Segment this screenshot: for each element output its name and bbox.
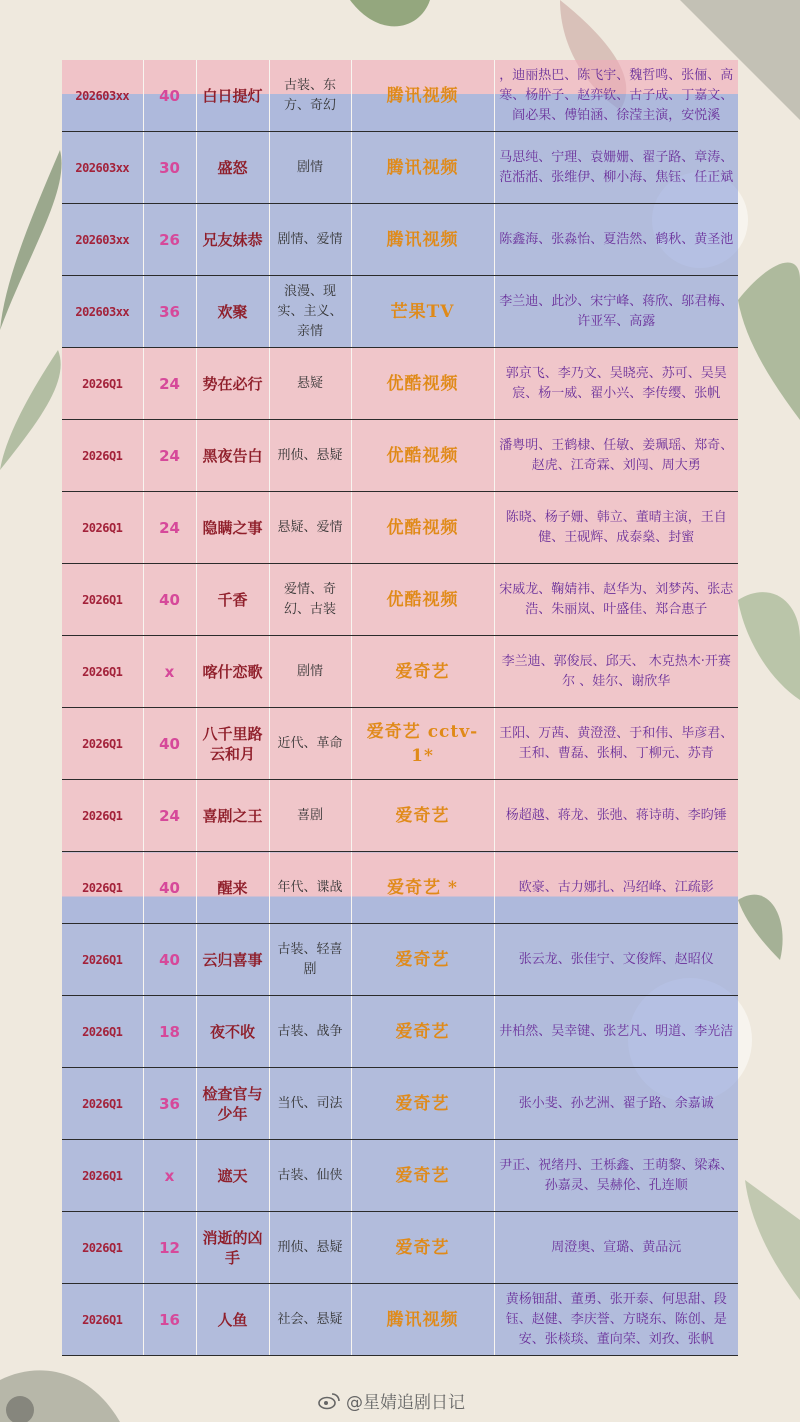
genre-cell: 古装、东方、奇幻 [269, 60, 351, 132]
release-date-cell: 2026Q1 [62, 564, 143, 636]
genre-cell: 剧情、爱情 [269, 204, 351, 276]
table-row [62, 780, 738, 852]
episode-count-cell: 36 [143, 276, 196, 348]
episode-count-cell: 40 [143, 924, 196, 996]
release-date-cell: 2026Q1 [62, 1212, 143, 1284]
episode-count-cell: 12 [143, 1212, 196, 1284]
drama-title-cell: 千香 [196, 564, 269, 636]
table-row [62, 492, 738, 564]
drama-title-cell: 欢聚 [196, 276, 269, 348]
episode-count-cell: 18 [143, 996, 196, 1068]
genre-cell: 古装、战争 [269, 996, 351, 1068]
genre-cell: 爱情、奇幻、古装 [269, 564, 351, 636]
platform-cell: 爱奇艺 [351, 1212, 494, 1284]
drama-title-cell: 盛怒 [196, 132, 269, 204]
genre-cell: 社会、悬疑 [269, 1284, 351, 1356]
genre-cell: 当代、司法 [269, 1068, 351, 1140]
table-row [62, 1068, 738, 1140]
table-row [62, 1140, 738, 1212]
release-date-cell: 2026Q1 [62, 348, 143, 420]
drama-title-cell: 消逝的凶手 [196, 1212, 269, 1284]
release-date-cell: 2026Q1 [62, 1068, 143, 1140]
release-date-cell: 2026Q1 [62, 852, 143, 924]
release-date-cell: 202603xx [62, 204, 143, 276]
cast-cell: 尹正、祝绪丹、王栎鑫、王萌黎、梁森、孙嘉灵、吴赫伦、孔连顺 [494, 1140, 738, 1212]
platform-cell: 腾讯视频 [351, 132, 494, 204]
cast-cell: 陈晓、杨子姗、韩立、董晴主演，王自健、王砚辉、成泰燊、封蜜 [494, 492, 738, 564]
cast-cell: 周澄奥、宣璐、黄品沅 [494, 1212, 738, 1284]
drama-title-cell: 喜剧之王 [196, 780, 269, 852]
platform-cell: 爱奇艺 [351, 780, 494, 852]
table-body [62, 60, 738, 1356]
genre-cell: 剧情 [269, 636, 351, 708]
table-row [62, 60, 738, 132]
table-row [62, 420, 738, 492]
cast-cell: 欧豪、古力娜扎、冯绍峰、江疏影 [494, 852, 738, 924]
episode-count-cell: 40 [143, 564, 196, 636]
drama-title-cell: 遮天 [196, 1140, 269, 1212]
episode-count-cell: 16 [143, 1284, 196, 1356]
release-date-cell: 2026Q1 [62, 780, 143, 852]
drama-title-cell: 兄友妹恭 [196, 204, 269, 276]
release-date-cell: 2026Q1 [62, 1284, 143, 1356]
release-date-cell: 202603xx [62, 276, 143, 348]
table-row [62, 1212, 738, 1284]
episode-count-cell: 40 [143, 852, 196, 924]
genre-cell: 剧情 [269, 132, 351, 204]
cast-cell: 井柏然、吴幸键、张艺凡、明道、李光洁 [494, 996, 738, 1068]
drama-title-cell: 人鱼 [196, 1284, 269, 1356]
episode-count-cell: 40 [143, 708, 196, 780]
genre-cell: 喜剧 [269, 780, 351, 852]
release-date-cell: 202603xx [62, 132, 143, 204]
release-date-cell: 2026Q1 [62, 636, 143, 708]
table-row [62, 708, 738, 780]
drama-title-cell: 喀什恋歌 [196, 636, 269, 708]
release-date-cell: 2026Q1 [62, 1140, 143, 1212]
table-row [62, 1284, 738, 1356]
cast-cell: 李兰迪、郭俊辰、邱天、 木克热木·开赛尔 、娃尔、谢欣华 [494, 636, 738, 708]
cast-cell: 陈鑫海、张淼怡、夏浩然、鹤秋、黄圣池 [494, 204, 738, 276]
platform-cell: 爱奇艺 [351, 636, 494, 708]
genre-cell: 悬疑 [269, 348, 351, 420]
cast-cell: 张云龙、张佳宁、文俊辉、赵昭仪 [494, 924, 738, 996]
table-row [62, 204, 738, 276]
platform-cell: 爱奇艺 [351, 1068, 494, 1140]
table-row [62, 852, 738, 924]
cast-cell: 杨超越、蒋龙、张弛、蒋诗萌、李昀锤 [494, 780, 738, 852]
genre-cell: 古装、仙侠 [269, 1140, 351, 1212]
episode-count-cell: 30 [143, 132, 196, 204]
platform-cell: 爱奇艺 [351, 1140, 494, 1212]
episode-count-cell: x [143, 636, 196, 708]
drama-title-cell: 隐瞒之事 [196, 492, 269, 564]
drama-title-cell: 醒来 [196, 852, 269, 924]
platform-cell: 优酷视频 [351, 564, 494, 636]
genre-cell: 浪漫、现实、主义、亲情 [269, 276, 351, 348]
drama-title-cell: 势在必行 [196, 348, 269, 420]
platform-cell: 芒果TV [351, 276, 494, 348]
table-row [62, 348, 738, 420]
episode-count-cell: 40 [143, 60, 196, 132]
genre-cell: 刑侦、悬疑 [269, 420, 351, 492]
drama-title-cell: 八千里路云和月 [196, 708, 269, 780]
platform-cell: 爱奇艺 cctv-1* [351, 708, 494, 780]
release-date-cell: 2026Q1 [62, 924, 143, 996]
genre-cell: 刑侦、悬疑 [269, 1212, 351, 1284]
cast-cell: ，迪丽热巴、陈飞宇、魏哲鸣、张俪、高寒、杨肸子、赵弈钦、古子成、丁嘉文、阎必果、傅铂涵、徐滢主演，安悦溪 [494, 60, 738, 132]
cast-cell: 郭京飞、李乃文、吴晓亮、苏可、吴昊宸、杨一威、翟小兴、李传缨、张帆 [494, 348, 738, 420]
cast-cell: 马思纯、宁理、袁姗姗、翟子路、章涛、范湉湉、张维伊、柳小海、焦钰、任正斌 [494, 132, 738, 204]
watermark-text: @星婧追剧日记 [346, 1393, 465, 1413]
platform-cell: 腾讯视频 [351, 1284, 494, 1356]
release-date-cell: 202603xx [62, 60, 143, 132]
table-row [62, 924, 738, 996]
platform-cell: 腾讯视频 [351, 60, 494, 132]
table-row [62, 564, 738, 636]
drama-title-cell: 夜不收 [196, 996, 269, 1068]
drama-title-cell: 检查官与少年 [196, 1068, 269, 1140]
release-date-cell: 2026Q1 [62, 420, 143, 492]
drama-schedule-table [62, 60, 738, 1356]
release-date-cell: 2026Q1 [62, 708, 143, 780]
genre-cell: 古装、轻喜剧 [269, 924, 351, 996]
weibo-icon [318, 1392, 340, 1410]
platform-cell: 腾讯视频 [351, 204, 494, 276]
table-row [62, 636, 738, 708]
platform-cell: 优酷视频 [351, 348, 494, 420]
release-date-cell: 2026Q1 [62, 996, 143, 1068]
drama-title-cell: 白日提灯 [196, 60, 269, 132]
cast-cell: 宋威龙、鞠婧祎、赵华为、刘梦芮、张志浩、朱丽岚、叶盛佳、郑合惠子 [494, 564, 738, 636]
episode-count-cell: 24 [143, 420, 196, 492]
table-row [62, 996, 738, 1068]
table-row [62, 276, 738, 348]
genre-cell: 年代、谍战 [269, 852, 351, 924]
drama-title-cell: 黑夜告白 [196, 420, 269, 492]
table-row [62, 132, 738, 204]
genre-cell: 近代、革命 [269, 708, 351, 780]
release-date-cell: 2026Q1 [62, 492, 143, 564]
cast-cell: 王阳、万茜、黄澄澄、于和伟、毕彦君、王和、曹磊、张桐、丁柳元、苏青 [494, 708, 738, 780]
genre-cell: 悬疑、爱情 [269, 492, 351, 564]
cast-cell: 黄杨钿甜、董勇、张开泰、何思甜、段钰、赵健、李庆誉、方晓东、陈创、是安、张棪琰、董向荣、刘孜、张帆 [494, 1284, 738, 1356]
cast-cell: 张小斐、孙艺洲、翟子路、余嘉诚 [494, 1068, 738, 1140]
episode-count-cell: 24 [143, 780, 196, 852]
platform-cell: 优酷视频 [351, 420, 494, 492]
episode-count-cell: 26 [143, 204, 196, 276]
cast-cell: 潘粤明、王鹤棣、任敏、姜珮瑶、郑奇、赵虎、江奇霖、刘闯、周大勇 [494, 420, 738, 492]
platform-cell: 爱奇艺 [351, 924, 494, 996]
drama-title-cell: 云归喜事 [196, 924, 269, 996]
episode-count-cell: 36 [143, 1068, 196, 1140]
cast-cell: 李兰迪、此沙、宋宁峰、蒋欣、邬君梅、许亚军、高露 [494, 276, 738, 348]
platform-cell: 爱奇艺 * [351, 852, 494, 924]
episode-count-cell: x [143, 1140, 196, 1212]
episode-count-cell: 24 [143, 492, 196, 564]
platform-cell: 爱奇艺 [351, 996, 494, 1068]
episode-count-cell: 24 [143, 348, 196, 420]
platform-cell: 优酷视频 [351, 492, 494, 564]
weibo-watermark [318, 1388, 465, 1413]
